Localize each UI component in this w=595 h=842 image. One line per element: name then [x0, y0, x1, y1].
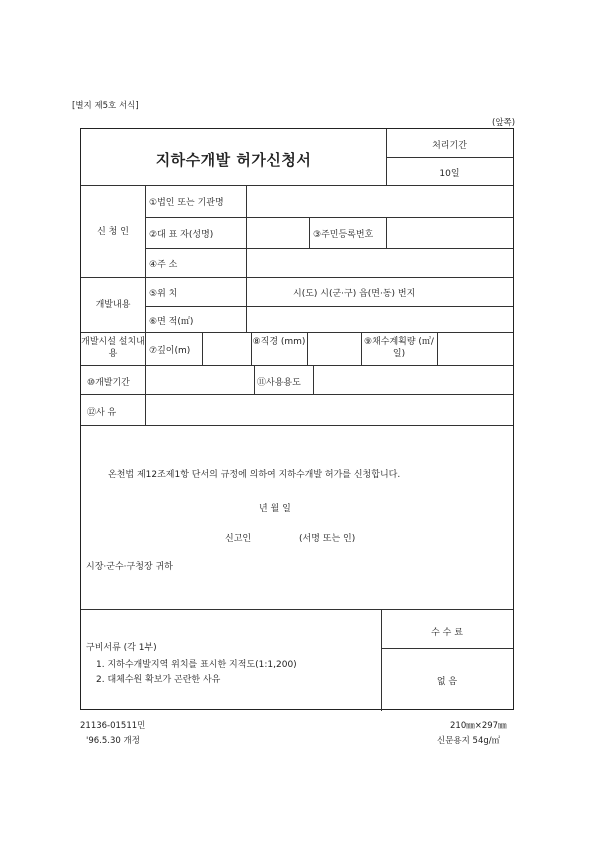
- revision-date: '96.5.30 개정: [86, 736, 140, 746]
- address-label: ④주 소: [149, 260, 178, 270]
- fee-value: 없 음: [436, 677, 458, 687]
- diameter-field[interactable]: [308, 333, 361, 365]
- address-field[interactable]: [247, 249, 513, 277]
- processing-period-label: 처리기간: [432, 141, 467, 151]
- reason-field[interactable]: [146, 395, 513, 425]
- depth-label: ⑦깊이(m): [149, 346, 191, 356]
- attachment-item-1: 1. 지하수개발지역 위치를 표시한 지적도(1:1,200): [96, 660, 297, 670]
- resident-number-label: ③주민등록번호: [313, 230, 374, 240]
- processing-period-value: 10일: [439, 169, 460, 179]
- fee-label: 수 수 료: [431, 628, 463, 638]
- statement-date[interactable]: 년 월 일: [259, 504, 291, 514]
- depth-field[interactable]: [203, 333, 251, 365]
- diameter-label: ⑧직경 (mm): [252, 337, 306, 347]
- signature-label[interactable]: (서명 또는 인): [299, 534, 356, 544]
- location-label: ⑤위 치: [149, 289, 178, 299]
- paper-type: 신문용지 54g/㎡: [437, 736, 501, 746]
- representative-label: ②대 표 자(성명): [149, 230, 214, 240]
- resident-number-field[interactable]: [387, 218, 513, 248]
- recipient-text: 시장·군수·구청장 귀하: [86, 562, 173, 572]
- paper-size: 210㎜×297㎜: [450, 721, 507, 731]
- declarant-label: 신고인: [225, 534, 252, 544]
- location-fields[interactable]: 시(도) 시(군·구) 읍(면·동) 번지: [293, 289, 416, 299]
- reason-label: ⑫사 유: [87, 408, 117, 418]
- area-label: ⑥면 적(㎡): [149, 317, 194, 327]
- form-title: 지하수개발 허가신청서: [155, 151, 312, 169]
- form-code: 21136-01511민: [80, 721, 146, 731]
- applicant-section-label: 신 청 인: [97, 227, 129, 237]
- volume-field[interactable]: [438, 333, 513, 365]
- usage-label: ⑪사용용도: [257, 378, 301, 388]
- corporation-name-label: ①법인 또는 기관명: [149, 198, 224, 208]
- facility-section-label: 개발시설 설치내용: [81, 337, 145, 359]
- page-side: (앞쪽): [492, 118, 516, 128]
- form-reference: [별지 제5호 서식]: [72, 101, 139, 111]
- attachment-item-2: 2. 대체수원 확보가 곤란한 사유: [96, 675, 221, 685]
- attachments-title: 구비서류 (각 1부): [86, 643, 157, 653]
- development-period-label: ⑩개발기간: [87, 378, 130, 388]
- statement-text: 온천법 제12조제1항 단서의 규정에 의하여 지하수개발 허가를 신청합니다.: [108, 470, 401, 480]
- development-period-field[interactable]: [146, 366, 254, 394]
- representative-field[interactable]: [247, 218, 309, 248]
- application-form: [80, 128, 514, 710]
- volume-label: ⑨채수계획량 (㎥/일): [364, 337, 434, 359]
- usage-field[interactable]: [314, 366, 513, 394]
- development-section-label: 개발내용: [95, 300, 131, 310]
- corporation-name-field[interactable]: [247, 186, 513, 217]
- area-field[interactable]: [247, 307, 513, 332]
